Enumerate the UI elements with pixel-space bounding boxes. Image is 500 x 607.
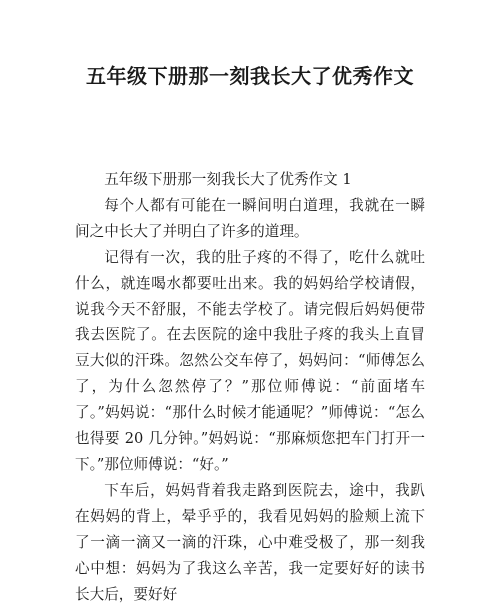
document-title: 五年级下册那一刻我长大了优秀作文 bbox=[86, 64, 414, 88]
paragraph-3: 下车后，妈妈背着我走路到医院去，途中，我趴在妈妈的背上，晕乎乎的，我看见妈妈的脸颊上流下了一滴一滴又一滴的汗珠，心中难受极了，那一刻我心中想：妈妈为了我这么辛苦，我一定要好好的读书长大后，要好好 bbox=[75, 481, 425, 603]
paragraph-2: 记得有一次，我的肚子疼的不得了，吃什么就吐什么，就连喝水都要吐出来。我的妈妈给学校请假，说我今天不舒服，不能去学校了。请完假后妈妈便带我去医院了。在去医院的途中我肚子疼的我头上直冒豆大似的汗珠。忽然公交车停了，妈妈问：“师傅怎么了，为什么忽然停了？”那位师傅说：“前面堵车了。”妈妈说：“那什么时候才能通呢？”师傅说：“怎么也得要 20 几分钟。”妈妈说：“那麻烦您把车门打开一下。”那位师傅说：“好。” bbox=[75, 248, 425, 473]
section-heading: 五年级下册那一刻我长大了优秀作文 1 bbox=[104, 171, 352, 188]
paragraph-1: 每个人都有可能在一瞬间明白道理，我就在一瞬间之中长大了并明白了许多的道理。 bbox=[75, 196, 425, 240]
document-body bbox=[75, 167, 425, 607]
